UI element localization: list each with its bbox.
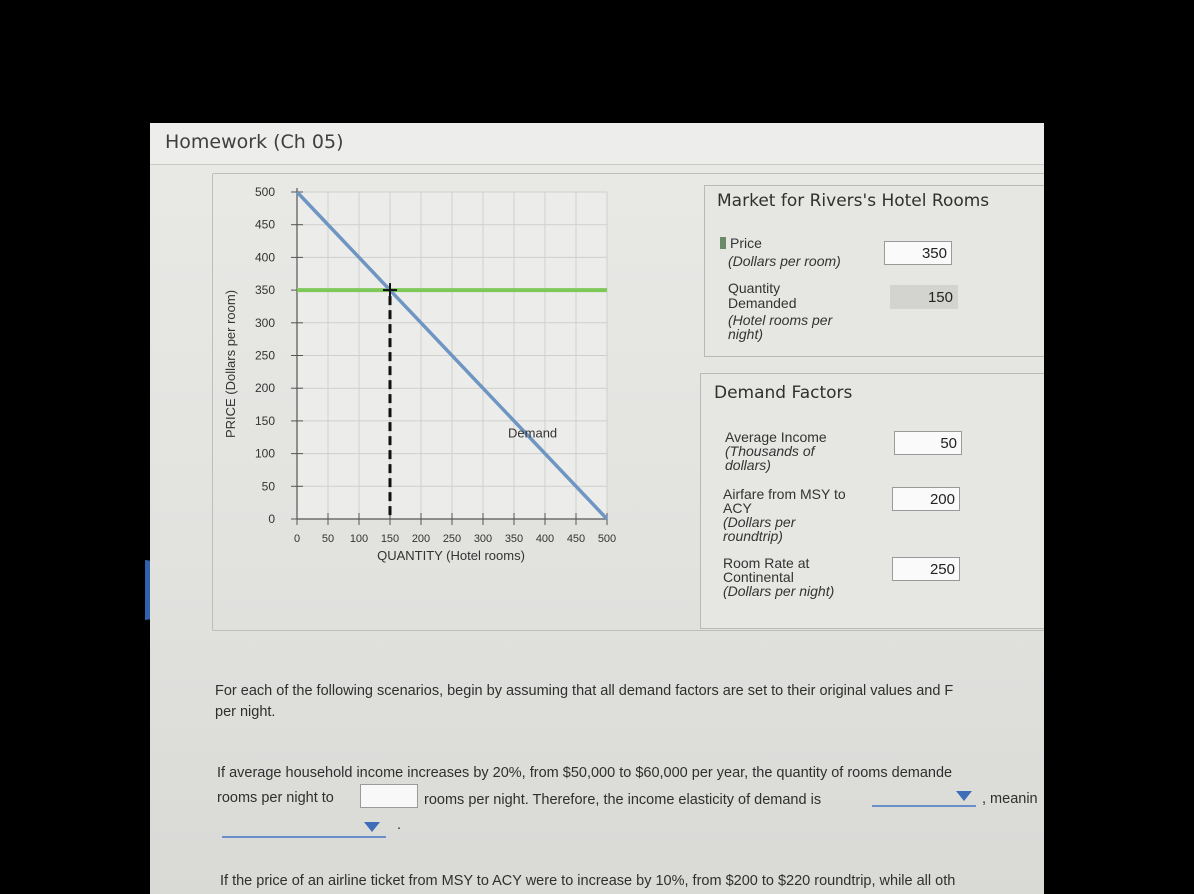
period: . xyxy=(397,817,402,833)
y-tick-label: 250 xyxy=(254,348,275,363)
quantity-value-readonly: 150 xyxy=(890,285,958,309)
room-rate-input[interactable]: 250 xyxy=(892,557,960,581)
x-tick-label: 350 xyxy=(504,533,524,545)
y-tick-label: 450 xyxy=(254,217,275,232)
chevron-down-icon xyxy=(364,822,380,832)
title-bar xyxy=(150,123,1044,165)
room-rate-label-1: Room Rate at xyxy=(723,555,810,571)
question-2-text: If the price of an airline ticket from MSY to ACY were to increase by 10%, from $200 to $220 roundtrip, while all oth xyxy=(220,873,956,889)
x-tick-label: 400 xyxy=(535,533,555,545)
income-label: Average Income xyxy=(725,429,827,445)
factors-title: Demand Factors xyxy=(714,383,853,403)
y-tick-label: 50 xyxy=(261,479,275,494)
x-axis-label: QUANTITY (Hotel rooms) xyxy=(377,548,525,563)
quantity-unit-1: (Hotel rooms per xyxy=(728,312,833,328)
room-rate-unit: (Dollars per night) xyxy=(723,583,835,599)
y-tick-label: 100 xyxy=(254,446,275,461)
airfare-unit-1: (Dollars per xyxy=(723,514,796,530)
price-unit: (Dollars per room) xyxy=(728,253,841,269)
price-value-input[interactable]: 350 xyxy=(884,241,952,265)
y-tick-label: 150 xyxy=(254,413,275,428)
income-input[interactable]: 50 xyxy=(894,431,962,455)
chevron-down-icon xyxy=(956,791,972,801)
airfare-label-2: ACY xyxy=(723,500,752,516)
income-unit-2: dollars) xyxy=(725,457,771,473)
page-title: Homework (Ch 05) xyxy=(165,131,344,153)
y-tick-label: 400 xyxy=(254,250,275,265)
x-tick-label: 500 xyxy=(597,533,617,545)
x-tick-label: 100 xyxy=(349,533,369,545)
x-tick-label: 0 xyxy=(293,533,301,545)
question-1-text: If average household income increases by 20%, from $50,000 to $60,000 per year, the quantity of rooms demande xyxy=(217,765,953,781)
y-axis-label: PRICE (Dollars per room) xyxy=(223,289,238,439)
price-swatch-icon xyxy=(720,237,726,249)
price-label xyxy=(720,236,762,250)
y-tick-label: 500 xyxy=(254,185,275,199)
homework-screen xyxy=(150,123,1044,894)
question-1-post: , meanin xyxy=(982,791,1038,807)
x-tick-label: 250 xyxy=(442,533,462,545)
airfare-label-1: Airfare from MSY to xyxy=(723,486,846,502)
question-1-mid: rooms per night. Therefore, the income elasticity of demand is xyxy=(424,792,822,808)
airfare-input[interactable]: 200 xyxy=(892,487,960,511)
income-unit-1: (Thousands of xyxy=(725,443,815,459)
quantity-label-2: Demanded xyxy=(728,295,797,311)
meaning-dropdown[interactable] xyxy=(222,818,386,838)
elasticity-dropdown[interactable] xyxy=(872,787,976,807)
y-tick-label: 0 xyxy=(268,512,275,526)
quantity-unit-2: night) xyxy=(728,326,764,342)
demand-chart[interactable] xyxy=(213,174,713,614)
x-tick-label: 200 xyxy=(411,533,431,545)
demand-label: Demand xyxy=(508,425,558,441)
market-title-text: Market for Rivers's Hotel Rooms xyxy=(717,191,990,211)
quantity-label-1: Quantity xyxy=(728,280,781,296)
price-label-text: Price xyxy=(730,235,762,251)
y-tick-label: 200 xyxy=(254,381,275,396)
y-tick-label: 300 xyxy=(254,315,275,330)
intro-text-1: For each of the following scenarios, begin by assuming that all demand factors are set to their original values and F xyxy=(215,683,954,699)
quantity-answer-input[interactable] xyxy=(360,784,418,808)
intro-text-2: per night. xyxy=(215,704,276,720)
room-rate-label-2: Continental xyxy=(723,569,794,585)
y-tick-label: 350 xyxy=(254,283,275,298)
x-tick-label: 150 xyxy=(380,533,400,545)
x-tick-label: 50 xyxy=(321,533,335,545)
airfare-unit-2: roundtrip) xyxy=(723,528,783,544)
question-1-pre: rooms per night to xyxy=(217,790,334,806)
x-tick-label: 450 xyxy=(566,533,586,545)
x-tick-label: 300 xyxy=(473,533,493,545)
